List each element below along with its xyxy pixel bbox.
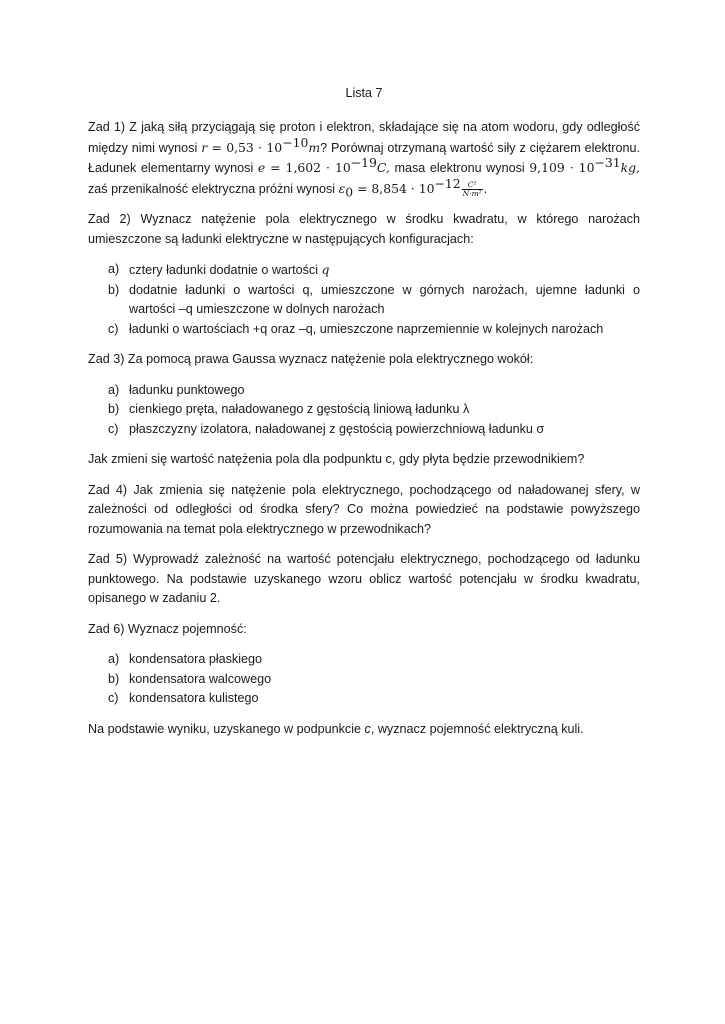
zad3-list bbox=[88, 381, 640, 440]
zad1-text-2: ? Porównaj otrzymaną wartość siły z ciężarem elektronu. Ładunek elementarny wynosi bbox=[88, 140, 640, 175]
zad1-mass-unit: kg, bbox=[620, 160, 640, 175]
list-item-variable: q bbox=[321, 262, 330, 277]
list-marker: c) bbox=[108, 421, 119, 436]
zad1-text-1: Zad 1) Z jaką siłą przyciągają się proton i elektron, składające się na atom wodoru, gdy odległość między nimi wynosi bbox=[88, 120, 640, 155]
zad1-text-3: masa elektronu wynosi bbox=[389, 161, 525, 175]
zad1-r-value: = 0,53 · 10 bbox=[207, 139, 283, 155]
zad6-final-text-1: Na podstawie wyniku, uzyskanego w podpunkcie bbox=[88, 721, 365, 736]
zad2-intro: Zad 2) Wyznacz natężenie pola elektrycznego w środku kwadratu, w którego narożach umieszczone są ładunki elektryczne w następujących konfiguracjach: bbox=[88, 212, 640, 246]
list-marker: a) bbox=[108, 262, 120, 276]
zad5-paragraph: Zad 5) Wyprowadź zależność na wartość potencjału elektrycznego, pochodzącego od ładunku punktowego. Na podstawie uzyskanego wzoru oblicz wartość potencjału w środku kwadratu, opisanego w zadaniu 2. bbox=[88, 552, 640, 605]
list-item bbox=[88, 420, 640, 440]
zad1-r-exponent: −10 bbox=[282, 134, 309, 150]
zad1-mass-value: 9,109 · 10 bbox=[529, 160, 595, 175]
zad1-e-value: = 1,602 · 10 bbox=[265, 160, 351, 175]
zad3-question: Jak zmieni się wartość natężenia pola dla podpunktu c, gdy płyta będzie przewodnikiem? bbox=[88, 452, 585, 466]
zad1-r-symbol: r bbox=[201, 139, 208, 155]
zad1-r-unit: m bbox=[308, 139, 321, 155]
zad1-epsilon-symbol: ε bbox=[338, 180, 346, 196]
zad6-intro: Zad 6) Wyznacz pojemność: bbox=[88, 621, 247, 636]
list-item-text: ładunku punktowego bbox=[129, 382, 245, 397]
zad3-intro: Zad 3) Za pomocą prawa Gaussa wyznacz natężenie pola elektrycznego wokół: bbox=[88, 352, 534, 366]
list-item bbox=[88, 320, 640, 340]
zad1-unit-fraction bbox=[462, 181, 483, 198]
list-marker: a) bbox=[108, 382, 120, 397]
list-item-text: płaszczyzny izolatora, naładowanej z gęstością powierzchniową ładunku σ bbox=[129, 421, 545, 436]
page-title: Lista 7 bbox=[345, 86, 383, 100]
list-item bbox=[88, 260, 640, 281]
list-item bbox=[88, 381, 640, 401]
list-item-text: kondensatora walcowego bbox=[129, 671, 272, 686]
zad1-text-5: . bbox=[483, 181, 488, 196]
zad4-paragraph: Zad 4) Jak zmienia się natężenie pola elektrycznego, pochodzącego od naładowanej sfery, w zależności od odległości od środka sfery? Co można powiedzieć na podstawie powyższego rozumowania na temat pola elektrycznego w przewodnikach? bbox=[88, 482, 640, 536]
zad1-e-unit: C, bbox=[376, 160, 390, 175]
zad1-paragraph bbox=[88, 118, 640, 199]
list-item-text: dodatnie ładunki o wartości q, umieszczone w górnych narożach, ujemne ładunki o wartości –q umieszczone w dolnych narożach bbox=[129, 282, 640, 316]
list-item bbox=[88, 650, 640, 670]
list-marker: c) bbox=[108, 691, 119, 705]
zad6-list bbox=[88, 650, 640, 709]
list-marker: a) bbox=[108, 652, 120, 666]
zad1-epsilon-value: = 8,854 · 10 bbox=[353, 180, 435, 196]
list-item bbox=[88, 281, 640, 320]
zad6-final-variable: c bbox=[364, 721, 371, 736]
list-item-label: cztery ładunki dodatnie o wartości bbox=[129, 263, 322, 277]
zad1-epsilon-subscript: 0 bbox=[345, 184, 354, 200]
list-marker: b) bbox=[108, 402, 120, 416]
fraction-denominator: N·m² bbox=[462, 188, 482, 198]
zad1-mass-exponent: −31 bbox=[594, 154, 621, 170]
list-item-text: ładunki o wartościach +q oraz –q, umieszczone naprzemiennie w kolejnych narożach bbox=[129, 321, 604, 336]
list-item-text: cienkiego pręta, naładowanego z gęstością liniową ładunku λ bbox=[129, 402, 470, 416]
zad2-list bbox=[88, 260, 640, 339]
list-marker: b) bbox=[108, 671, 120, 686]
list-item bbox=[88, 400, 640, 420]
list-item-text: kondensatora kulistego bbox=[129, 691, 259, 705]
list-item-text: kondensatora płaskiego bbox=[129, 652, 263, 666]
zad6-final-text-2: , wyznacz pojemność elektryczną kuli. bbox=[370, 721, 584, 736]
zad1-epsilon-exponent: −12 bbox=[434, 175, 461, 191]
zad1-text-4: zaś przenikalność elektryczna próżni wynosi bbox=[88, 181, 336, 196]
zad1-e-exponent: −19 bbox=[350, 154, 377, 170]
list-item bbox=[88, 670, 640, 690]
list-marker: b) bbox=[108, 282, 120, 297]
document-page bbox=[88, 86, 640, 750]
zad6-final bbox=[88, 720, 640, 740]
list-item bbox=[88, 689, 640, 709]
list-item-text bbox=[129, 260, 640, 281]
zad1-e-symbol: e bbox=[257, 160, 266, 175]
fraction-numerator: C² bbox=[462, 181, 483, 190]
list-marker: c) bbox=[108, 321, 119, 336]
